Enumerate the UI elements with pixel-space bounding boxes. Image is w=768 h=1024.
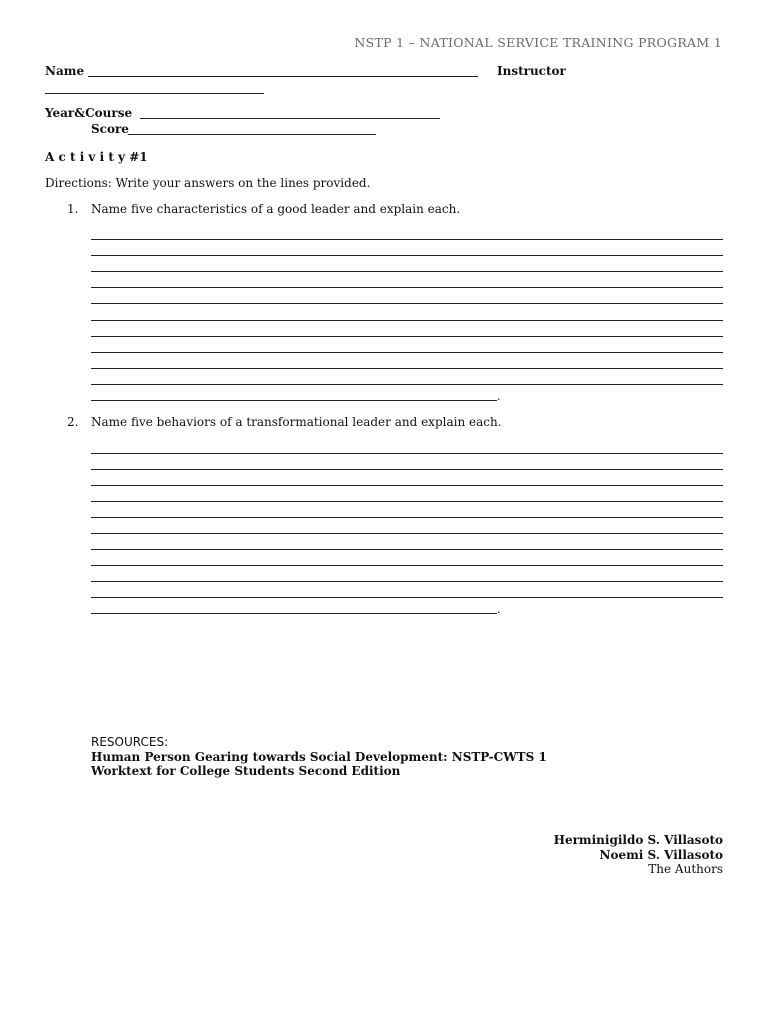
page-header: NSTP 1 – NATIONAL SERVICE TRAINING PROGRAM 1 (354, 35, 722, 50)
resources-line-2: Worktext for College Students Second Edition (91, 764, 401, 778)
answer-line-last[interactable] (91, 400, 497, 401)
answer-line[interactable] (91, 352, 723, 353)
answer-line[interactable] (91, 255, 723, 256)
answer-line[interactable] (91, 501, 723, 502)
question-2-number: 2. (67, 415, 79, 429)
answer-line[interactable] (91, 287, 723, 288)
answer-line[interactable] (91, 485, 723, 486)
year-course-label: Year&Course (45, 106, 133, 120)
name-field[interactable] (88, 65, 478, 77)
answer-line[interactable] (91, 597, 723, 598)
answer-line[interactable] (91, 320, 723, 321)
activity-title: A c t i v i t y #1 (45, 150, 148, 164)
resources-line-1: Human Person Gearing towards Social Development: NSTP-CWTS 1 (91, 750, 547, 764)
line-end-dot: . (497, 603, 501, 616)
answer-line[interactable] (91, 368, 723, 369)
answer-line-last[interactable] (91, 613, 497, 614)
author-name-2: Noemi S. Villasoto (599, 848, 723, 862)
name-label: Name (45, 64, 85, 78)
instructor-label: Instructor (497, 64, 566, 78)
question-2-text: Name five behaviors of a transformational leader and explain each. (91, 415, 502, 429)
score-field[interactable] (128, 123, 376, 135)
resources-heading: RESOURCES: (91, 735, 169, 749)
answer-line[interactable] (91, 549, 723, 550)
question-1-number: 1. (67, 202, 79, 216)
answer-line[interactable] (91, 336, 723, 337)
year-course-field[interactable] (140, 107, 440, 119)
answer-line[interactable] (91, 581, 723, 582)
answer-line[interactable] (91, 453, 723, 454)
score-label: Score (91, 122, 129, 136)
answer-line[interactable] (91, 239, 723, 240)
answer-line[interactable] (91, 533, 723, 534)
answer-line[interactable] (91, 565, 723, 566)
answer-line[interactable] (91, 271, 723, 272)
directions-text: Directions: Write your answers on the lines provided. (45, 176, 371, 190)
answer-line[interactable] (91, 384, 723, 385)
answer-line[interactable] (91, 303, 723, 304)
author-name-1: Herminigildo S. Villasoto (553, 833, 723, 847)
answer-line[interactable] (91, 469, 723, 470)
answer-line[interactable] (91, 517, 723, 518)
line-end-dot: . (497, 390, 501, 403)
authors-caption: The Authors (648, 862, 723, 876)
instructor-field[interactable] (45, 82, 264, 94)
question-1-text: Name five characteristics of a good leader and explain each. (91, 202, 461, 216)
